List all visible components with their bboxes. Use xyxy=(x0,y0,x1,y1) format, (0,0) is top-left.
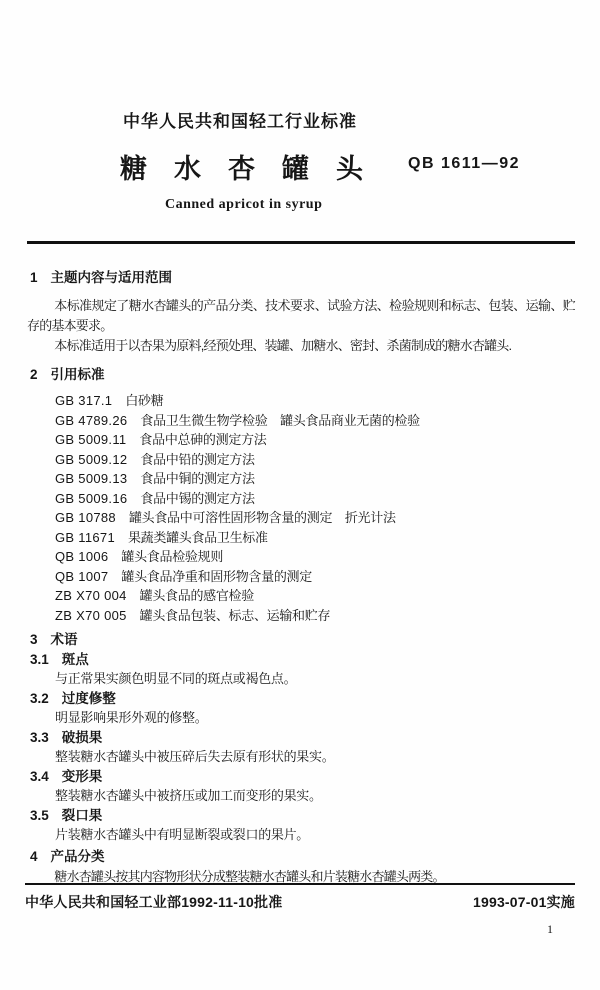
term-definition: 整装糖水杏罐头中被压碎后失去原有形状的果实。 xyxy=(55,749,335,764)
term-number: 3.5 xyxy=(30,808,49,823)
section-1-title: 主题内容与适用范围 xyxy=(50,270,173,285)
reference-title: 食品卫生微生物学检验 罐头食品商业无菌的检验 xyxy=(140,412,420,428)
section-3-title: 术语 xyxy=(50,632,78,647)
list-item xyxy=(55,547,575,567)
reference-title: 罐头食品包装、标志、运输和贮存 xyxy=(139,607,331,623)
standard-category-label: 中华人民共和国轻工行业标准 xyxy=(123,112,357,131)
scope-paragraph-2: 本标准适用于以杏果为原料,经预处理、装罐、加糖水、密封、杀菌制成的糖水杏罐头. xyxy=(54,338,512,353)
page-number: 1 xyxy=(547,922,553,936)
scope-paragraph-1: 本标准规定了糖水杏罐头的产品分类、技术要求、试验方法、检验规则和标志、包装、运输、贮存的基本要求。 xyxy=(27,298,575,333)
list-item xyxy=(55,508,575,528)
reference-title: 食品中锡的测定方法 xyxy=(140,490,255,506)
reference-code: GB 4789.26 xyxy=(55,412,128,428)
reference-title: 罐头食品净重和固形物含量的测定 xyxy=(121,568,312,584)
term-name: 过度修整 xyxy=(61,691,116,706)
reference-code: GB 5009.13 xyxy=(55,471,128,486)
implementation-date: 1993-07-01实施 xyxy=(472,894,575,910)
reference-code: GB 317.1 xyxy=(55,393,113,408)
term-number: 3.3 xyxy=(30,730,49,745)
reference-code: QB 1006 xyxy=(55,549,109,564)
term-item xyxy=(27,806,575,845)
section-2-title: 引用标准 xyxy=(50,367,105,382)
reference-code: GB 10788 xyxy=(55,510,116,525)
list-item xyxy=(55,450,575,470)
document-header xyxy=(27,0,575,213)
reference-standards-list xyxy=(55,391,575,625)
term-number: 3.1 xyxy=(30,652,49,667)
reference-title: 白砂糖 xyxy=(125,393,164,408)
reference-title: 食品中铜的测定方法 xyxy=(140,471,255,486)
approval-statement: 中华人民共和国轻工业部1992-11-10批准 xyxy=(25,894,283,910)
term-definition: 明显影响果形外观的修整。 xyxy=(55,710,208,725)
reference-code: ZB X70 005 xyxy=(55,607,127,623)
reference-title: 罐头食品检验规则 xyxy=(121,549,224,564)
term-item xyxy=(27,728,575,767)
reference-code: GB 11671 xyxy=(55,529,115,545)
list-item xyxy=(55,489,575,509)
section-1-number: 1 xyxy=(30,270,38,285)
reference-code: GB 5009.12 xyxy=(55,451,128,467)
reference-title: 果蔬类罐头食品卫生标准 xyxy=(127,529,268,545)
section-1-heading xyxy=(30,270,575,285)
term-name: 变形果 xyxy=(61,769,103,784)
section-3-heading xyxy=(30,632,575,647)
list-item xyxy=(55,411,575,431)
list-item xyxy=(55,567,575,587)
term-item xyxy=(27,767,575,806)
document-title: 糖水杏罐头 xyxy=(120,154,390,184)
term-definition: 片装糖水杏罐头中有明显断裂或裂口的果片。 xyxy=(55,827,310,842)
section-4-heading xyxy=(30,849,575,864)
reference-code: ZB X70 004 xyxy=(55,588,127,603)
term-number: 3.2 xyxy=(30,691,49,706)
list-item xyxy=(55,606,575,626)
terms-list xyxy=(27,650,575,845)
reference-code: GB 5009.11 xyxy=(55,432,127,447)
reference-code: QB 1007 xyxy=(55,568,109,584)
list-item xyxy=(55,430,575,450)
reference-title: 罐头食品的感官检验 xyxy=(139,588,254,603)
list-item xyxy=(55,469,575,489)
term-name: 裂口果 xyxy=(61,808,103,823)
section-4-title: 产品分类 xyxy=(50,849,105,864)
section-2-number: 2 xyxy=(30,367,38,382)
reference-title: 食品中总砷的测定方法 xyxy=(139,432,267,447)
term-name: 斑点 xyxy=(61,652,89,667)
reference-title: 罐头食品中可溶性固形物含量的测定 折光计法 xyxy=(128,510,396,525)
list-item xyxy=(55,528,575,548)
term-definition: 与正常果实颜色明显不同的斑点或褐色点。 xyxy=(55,671,297,686)
term-item xyxy=(27,650,575,689)
reference-title: 食品中铅的测定方法 xyxy=(140,451,255,467)
section-2-heading xyxy=(30,367,575,382)
term-item xyxy=(27,689,575,728)
title-row xyxy=(27,153,575,185)
section-4-number: 4 xyxy=(30,849,38,864)
document-subtitle-english: Canned apricot in syrup xyxy=(165,197,323,212)
term-number: 3.4 xyxy=(30,769,49,784)
list-item xyxy=(55,391,575,411)
classification-paragraph: 糖水杏罐头按其内容物形状分成整装糖水杏罐头和片装糖水杏罐头两类。 xyxy=(54,869,445,884)
document-footer xyxy=(25,883,575,912)
list-item xyxy=(55,586,575,606)
section-3-number: 3 xyxy=(30,632,38,647)
term-definition: 整装糖水杏罐头中被挤压或加工而变形的果实。 xyxy=(55,788,322,803)
reference-code: GB 5009.16 xyxy=(55,490,128,506)
standard-number: QB 1611—92 xyxy=(408,155,520,172)
header-divider-rule xyxy=(27,241,575,244)
term-name: 破损果 xyxy=(61,730,103,745)
